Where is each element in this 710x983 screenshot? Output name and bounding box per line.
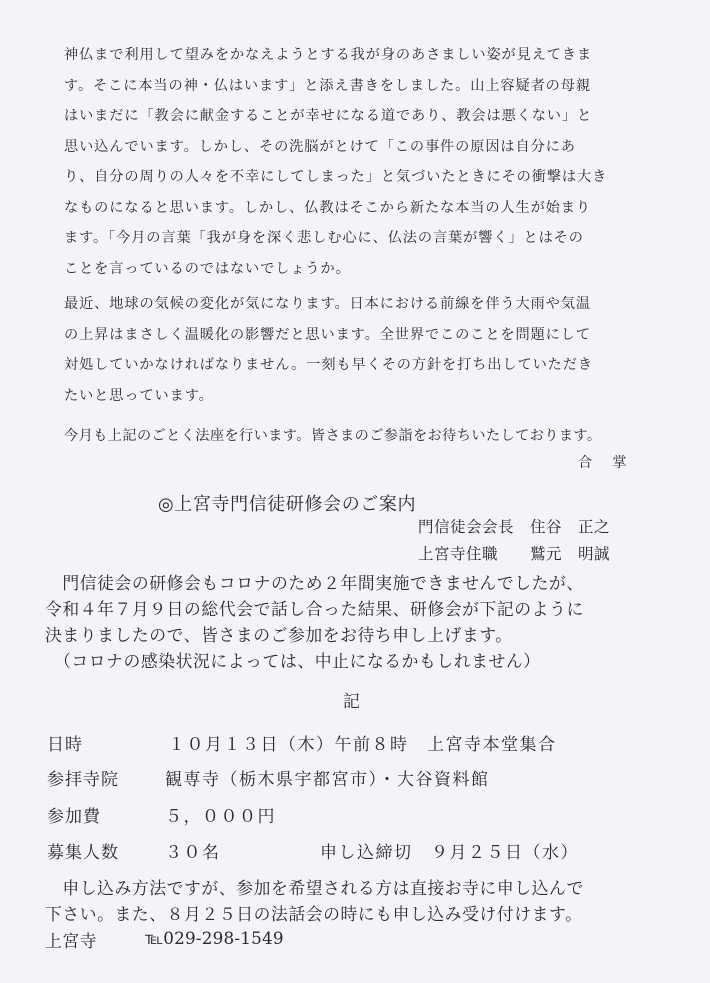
deadline-value: 申し込締切 ９月２５日（水） bbox=[320, 843, 579, 863]
date-label: 日時 bbox=[47, 735, 83, 755]
capacity-value: ３０名 bbox=[165, 843, 221, 863]
text-line: 申し込み方法ですが、参加を希望される方は直接お寺に申し込んで bbox=[45, 878, 584, 898]
text-line: 令和４年７月９日の総代会で話し合った結果、研修会が下記のように bbox=[45, 599, 584, 619]
text-line: （コロナの感染状況によっては、中止になるかもしれません） bbox=[45, 651, 541, 671]
text-line: ことを言っているのではないでしょうか。 bbox=[64, 260, 351, 277]
fee-label: 参加費 bbox=[47, 807, 101, 827]
gassho-signoff: 合 掌 bbox=[578, 455, 630, 471]
text-line: なものになると思います。しかし、仏教はそこから新たな本当の人生が始まり bbox=[64, 199, 591, 216]
contact-temple-name: 上宮寺 bbox=[45, 931, 98, 951]
text-line: 対処していかなければなりません。一刻も早くその方針を打ち出していただき bbox=[64, 357, 593, 373]
temple-value: 観専寺（栃木県宇都宮市）・大谷資料館 bbox=[165, 770, 490, 790]
text-line: 最近、地球の気候の変化が気になります。日本における前線を伴う大雨や気温 bbox=[64, 296, 591, 312]
text-line: ます。「今月の言葉「我が身を深く悲しむ心に、仏法の言葉が響く」とはその bbox=[64, 230, 584, 246]
letter-paragraph-1 bbox=[64, 40, 664, 284]
signer-association-president: 門信徒会会長 住谷 正之 bbox=[418, 518, 611, 536]
capacity-label: 募集人数 bbox=[47, 843, 119, 863]
text-line: す。そこに本当の神・仏はいます」と添え書きをしました。山上容疑者の母親 bbox=[64, 77, 591, 94]
text-line: はいまだに「教会に献金することが幸せになる道であり、教会は悪くない」と bbox=[64, 108, 593, 124]
date-value: １０月１３日（木）午前８時 上宮寺本堂集合 bbox=[168, 735, 557, 755]
letter-paragraph-2 bbox=[64, 289, 664, 411]
text-line: 門信徒会の研修会もコロナのため２年間実施できませんでしたが、 bbox=[45, 573, 584, 593]
contact-phone: ℡029-298-1549 bbox=[145, 928, 284, 948]
temple-label: 参拝寺院 bbox=[47, 770, 119, 790]
fee-value: ５，０００円 bbox=[165, 807, 276, 827]
signer-temple-priest: 上宮寺住職 鷲元 明誠 bbox=[418, 545, 611, 563]
text-line: 決まりましたので、皆さまのご参加をお待ち申し上げます。 bbox=[45, 625, 513, 645]
text-line: 神仏まで利用して望みをかなえようとする我が身のあさましい姿が見えてきま bbox=[64, 47, 593, 63]
text-line: 下さい。また、８月２５日の法話会の時にも申し込み受け付けます。 bbox=[45, 904, 583, 924]
text-line: 思い込んでいます。しかし、その洗脳がとけて「この事件の原因は自分にあ bbox=[64, 138, 576, 155]
text-line: の上昇はまさしく温暖化の影響だと思います。全世界でこのことを問題にして bbox=[64, 326, 591, 343]
closing-line: 今月も上記のごとく法座を行います。皆さまのご参詣をお待ちいたしております。 bbox=[64, 428, 602, 444]
text-line: り、自分の周りの人々を不幸にしてしまった」と気づいたときにその衝撃は大き bbox=[64, 169, 608, 185]
ki-heading: 記 bbox=[343, 691, 361, 711]
text-line: たいと思っています。 bbox=[64, 387, 214, 404]
notice-title: ◎上宮寺門信徒研修会のご案内 bbox=[158, 494, 417, 515]
